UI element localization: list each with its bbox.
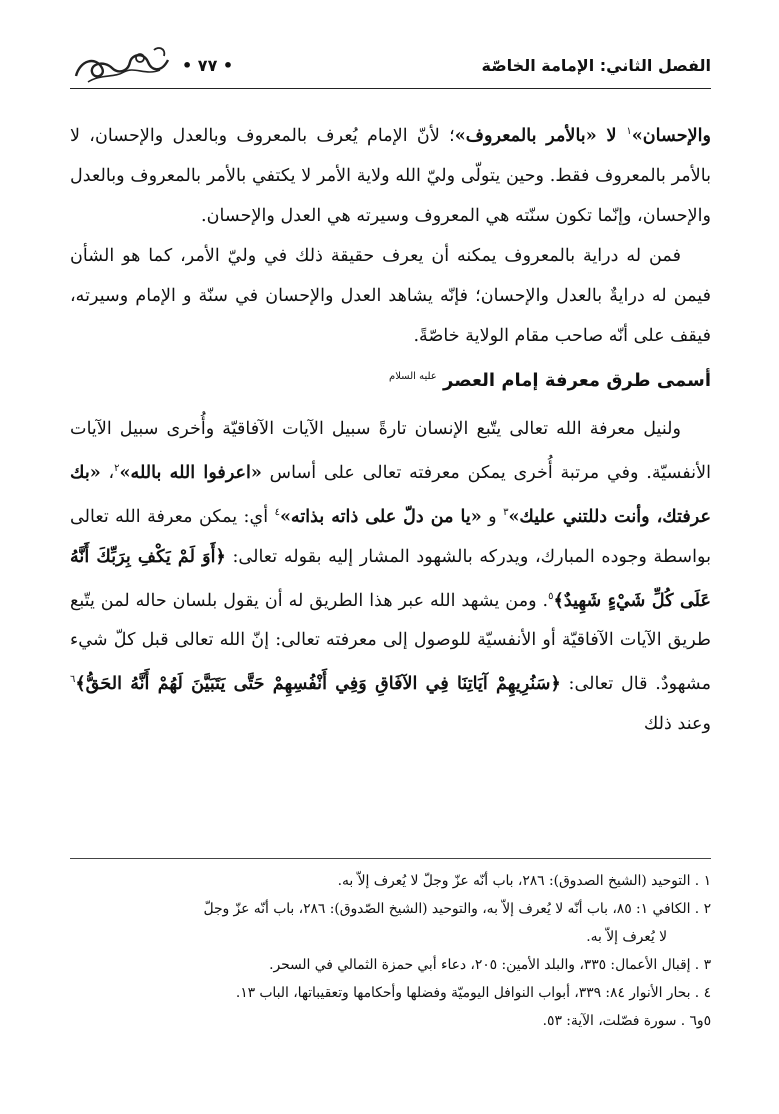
quran-verse: ﴿سَنُرِيهِمْ آيَاتِنَا فِي الآفَاقِ وَفِي أَنْفُسِهِمْ حَتَّى يَتَبَيَّنَ لَهُمْ أَنَّهُ الحَقُّ﴾: [75, 673, 561, 695]
section-heading: [70, 370, 711, 391]
hadith-quote: «يا من دلّ على ذاته بذاته»: [279, 505, 482, 527]
footnote-ref-4: ٤: [274, 506, 280, 518]
footnote-1: ١ . التوحيد (الشيخ الصدوق): ٢٨٦، باب أنّه عزّ وجلّ لا يُعرف إلاّ به.: [337, 873, 711, 889]
paragraph-text: ؛ لأنّ الإمام يُعرف بالمعروف وبالعدل والإحسان، لا بالأمر بالمعروف فقط. وحين يتولّى وليّ الله ولاية الأمر لا يكتفي بالأمر بالمعروف وبالعدل والإحسان، وإنّما تكون سنّته هي المعروف وسيرته هي العدل والإحسان.: [70, 125, 711, 226]
paragraph-3: [70, 409, 711, 744]
footnote-3: ٣ . إقبال الأعمال: ٣٣٥، والبلد الأمين: ٢٠٥، دعاء أبي حمزة الثمالي في السحر.: [269, 957, 711, 973]
paragraph-text: أي: يمكن معرفة الله تعالى بواسطة وجوده المبارك، ويدركه بالشهود المشار إليه بقوله تعالى:: [70, 506, 711, 567]
footnote-5-6: ٥و٦ . سورة فصّلت، الآية: ٥٣.: [542, 1013, 711, 1029]
heading-text: أسمى طرق معرفة إمام العصر: [443, 369, 711, 391]
footnote-2: ٢ . الكافي ١: ٨٥، باب أنّه لا يُعرف إلاّ به، والتوحيد (الشيخ الصّدوق): ٢٨٦، باب أنّه عزّ وجلّ: [203, 901, 711, 917]
footnote-ref-3: ٣: [503, 506, 509, 518]
paragraph-1: [70, 112, 711, 236]
hadith-quote: «اعرفوا الله بالله»: [119, 461, 262, 483]
paragraph-text: و: [481, 506, 504, 527]
footnote-ref-6: ٦: [70, 674, 76, 686]
paragraph-text: ،: [100, 462, 115, 483]
running-title: الفصل الثاني: الإمامة الخاصّة: [481, 56, 711, 75]
header-ornament-icon: [70, 42, 175, 86]
footnote-ref-5: ٥: [548, 590, 554, 602]
footnotes: [70, 858, 711, 1035]
footnote-ref-2: ٢: [114, 462, 120, 474]
page-number: • ٧٧ •: [182, 56, 234, 75]
footnote-4: ٤ . بحار الأنوار ٨٤: ٣٣٩، أبواب النوافل اليوميّة وفضلها وأحكامها وتعقيباتها، الباب ١٣.: [235, 985, 711, 1001]
page-header: [70, 42, 711, 89]
quote-text: والإحسان»: [631, 124, 712, 146]
main-text: [70, 112, 711, 744]
quote-text: لا «بالأمر بالمعروف»: [454, 124, 627, 146]
paragraph-text: ولنيل معرفة الله تعالى يتّبع الإنسان تارةً سبيل الآيات الآفاقيّة وأُخرى سبيل الآيات الأنفسيّة. وفي مرتبة أُخرى يمكن معرفته تعالى على أساس: [70, 418, 711, 483]
quran-verse: ﴿أَوَ لَمْ يَكْفِ بِرَبِّكَ أَنَّهُ عَلَى كُلِّ شَيْءٍ شَهِيدٌ﴾: [70, 545, 711, 611]
hadith-quote: «بك عرفتك، وأنت دللتني عليك»: [70, 461, 712, 527]
paragraph-text: . ومن يشهد الله عبر هذا الطريق له أن يقول بلسان حاله لمن يتّبع طريق الآيات الآفاقيّة أو الأنفسيّة للوصول إلى معرفته تعالى: إنّ الله تعالى قبل كلّ شيء مشهودٌ. قال تعالى:: [70, 590, 711, 695]
footnote-2-continued: لا يُعرف إلاّ به.: [586, 929, 667, 945]
paragraph-text: وعند ذلك: [643, 714, 711, 735]
paragraph-2: فمن له دراية بالمعروف يمكنه أن يعرف حقيقة ذلك في وليّ الأمر، كما هو الشأن فيمن له درايةٌ بالعدل والإحسان؛ فإنّه يشاهد العدل والإحسان في سنّة و الإمام وسيرته، فيقف على أنّه صاحب مقام الولاية خاصّةً.: [70, 245, 711, 346]
footnote-ref-1: ١: [626, 126, 632, 137]
honorific-symbol: عليه السلام: [389, 370, 437, 382]
